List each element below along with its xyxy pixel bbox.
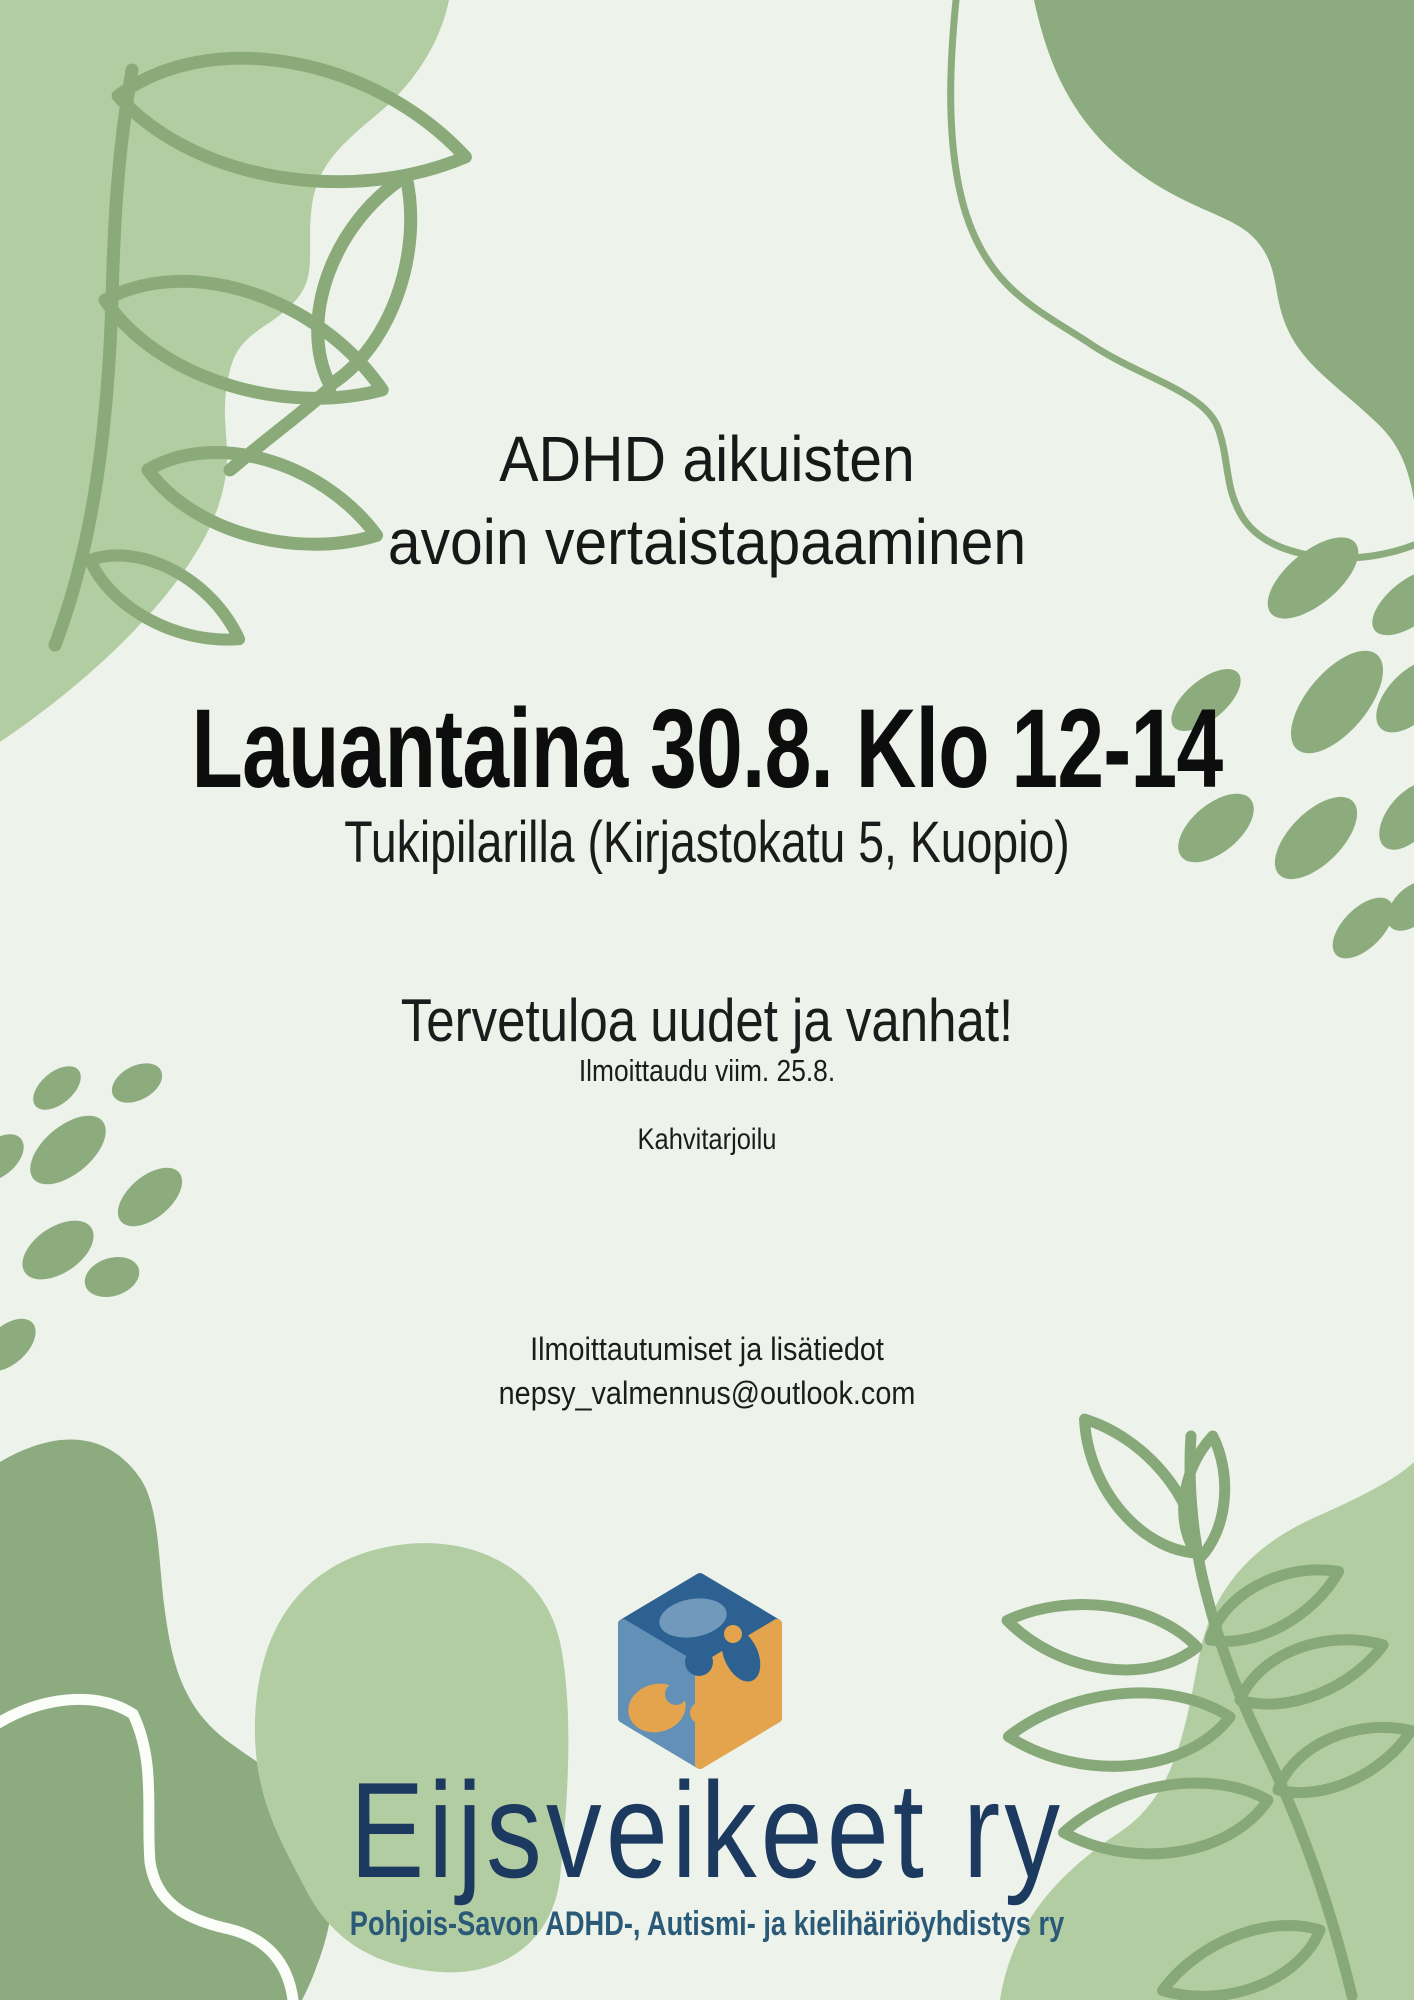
event-title-line1: ADHD aikuisten [499, 423, 915, 495]
organization-tagline: Pohjois-Savon ADHD-, Autismi- ja kielihäiriöyhdistys ry [349, 1905, 1065, 1943]
event-datetime: Lauantaina 30.8. Klo 12-14 [191, 686, 1223, 811]
signup-deadline: Ilmoittaudu viim. 25.8. [578, 1053, 836, 1088]
event-title-line2: avoin vertaistapaaminen [387, 506, 1027, 579]
event-location: Tukipilarilla (Kirjastokatu 5, Kuopio) [344, 810, 1070, 875]
refreshments-note: Kahvitarjoilu [637, 1123, 777, 1156]
event-title [57, 418, 1358, 584]
contact-email: nepsy_valmennus@outlook.com [498, 1375, 916, 1412]
contact-heading: Ilmoittautumiset ja lisätiedot [530, 1331, 884, 1367]
welcome-text: Tervetuloa uudet ja vanhat! [400, 987, 1014, 1054]
organization-name: Eijsveikeet ry [349, 1754, 1065, 1906]
contact-block [71, 1327, 1344, 1415]
blob-top-left [0, 0, 449, 742]
puzzle-cube-logo-icon [623, 1578, 777, 1764]
